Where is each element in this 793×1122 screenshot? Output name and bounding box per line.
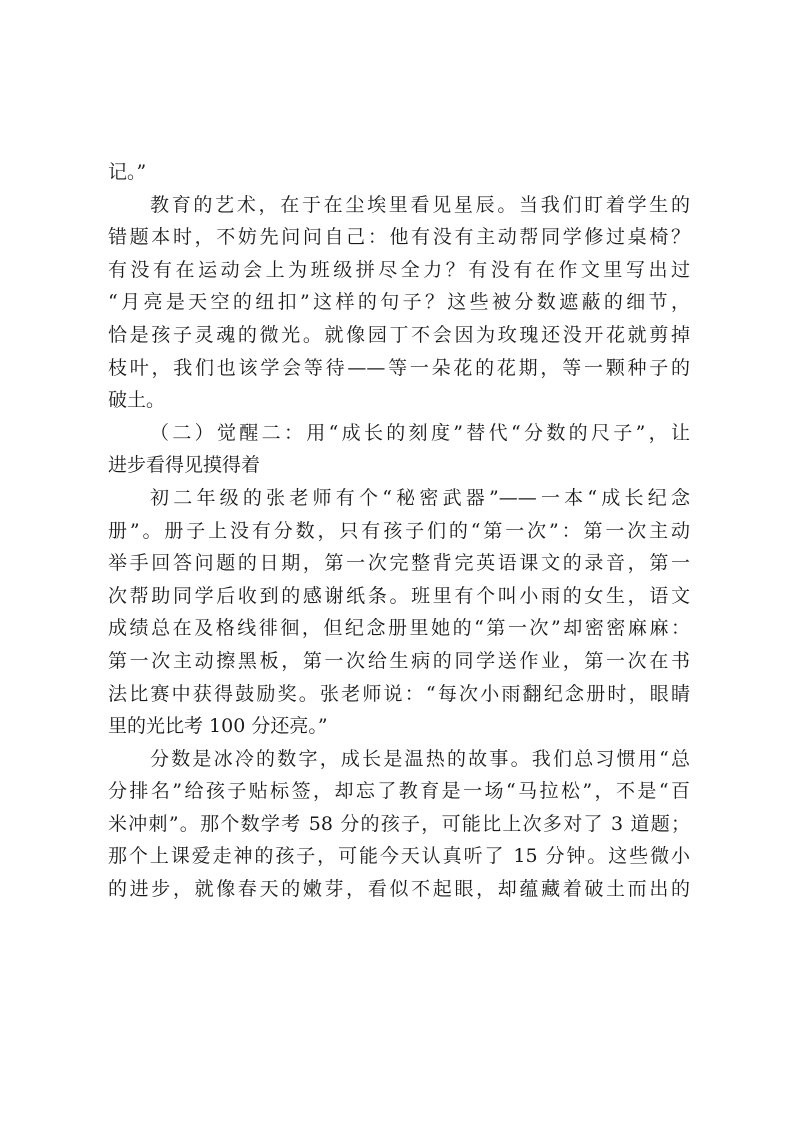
text-line: 举手回答问题的日期，第一次完整背完英语课文的录音，第一 [108, 552, 690, 575]
text-line: 枝叶，我们也该学会等待——等一朵花的花期，等一颗种子的 [108, 356, 690, 379]
text-line: 里的光比考 100 分还亮。” [108, 715, 328, 738]
text-line: 记。” [108, 161, 147, 183]
text-line: 分排名”给孩子贴标签，却忘了教育是一场“马拉松”，不是“百 [108, 780, 690, 803]
text-line: 分数是冰冷的数字，成长是温热的故事。我们总习惯用“总 [150, 747, 690, 770]
text-line: 成绩总在及格线徘徊，但纪念册里她的“第一次”却密密麻麻： [108, 617, 690, 640]
text-line: 破土。 [108, 389, 166, 412]
text-line: 教育的艺术，在于在尘埃里看见星辰。当我们盯着学生的 [150, 193, 690, 216]
section-heading: （二）觉醒二：用“成长的刻度”替代“分数的尺子”，让 [150, 421, 690, 444]
text-line: 册”。册子上没有分数，只有孩子们的“第一次”：第一次主动 [108, 519, 690, 542]
text-line: 恰是孩子灵魂的微光。就像园丁不会因为玫瑰还没开花就剪掉 [108, 323, 690, 346]
text-line: 初二年级的张老师有个“秘密武器”——一本“成长纪念 [150, 486, 690, 509]
text-line: “月亮是天空的纽扣”这样的句子？这些被分数遮蔽的细节， [108, 291, 690, 314]
text-line: 法比赛中获得鼓励奖。张老师说：“每次小雨翻纪念册时，眼睛 [108, 682, 690, 705]
text-line: 次帮助同学后收到的感谢纸条。班里有个叫小雨的女生，语文 [108, 584, 690, 607]
section-heading: 进步看得见摸得着 [108, 454, 261, 477]
text-line: 米冲刺”。那个数学考 58 分的孩子，可能比上次多对了 3 道题； [108, 812, 690, 835]
text-line: 的进步，就像春天的嫩芽，看似不起眼，却蕴藏着破土而出的 [108, 878, 690, 901]
body-text [108, 156, 690, 906]
text-line: 那个上课爱走神的孩子，可能今天认真听了 15 分钟。这些微小 [108, 845, 690, 868]
text-line: 错题本时，不妨先问问自己：他有没有主动帮同学修过桌椅？ [108, 226, 690, 249]
text-line: 有没有在运动会上为班级拼尽全力？有没有在作文里写出过 [108, 258, 690, 281]
text-line: 第一次主动擦黑板，第一次给生病的同学送作业，第一次在书 [108, 649, 690, 672]
